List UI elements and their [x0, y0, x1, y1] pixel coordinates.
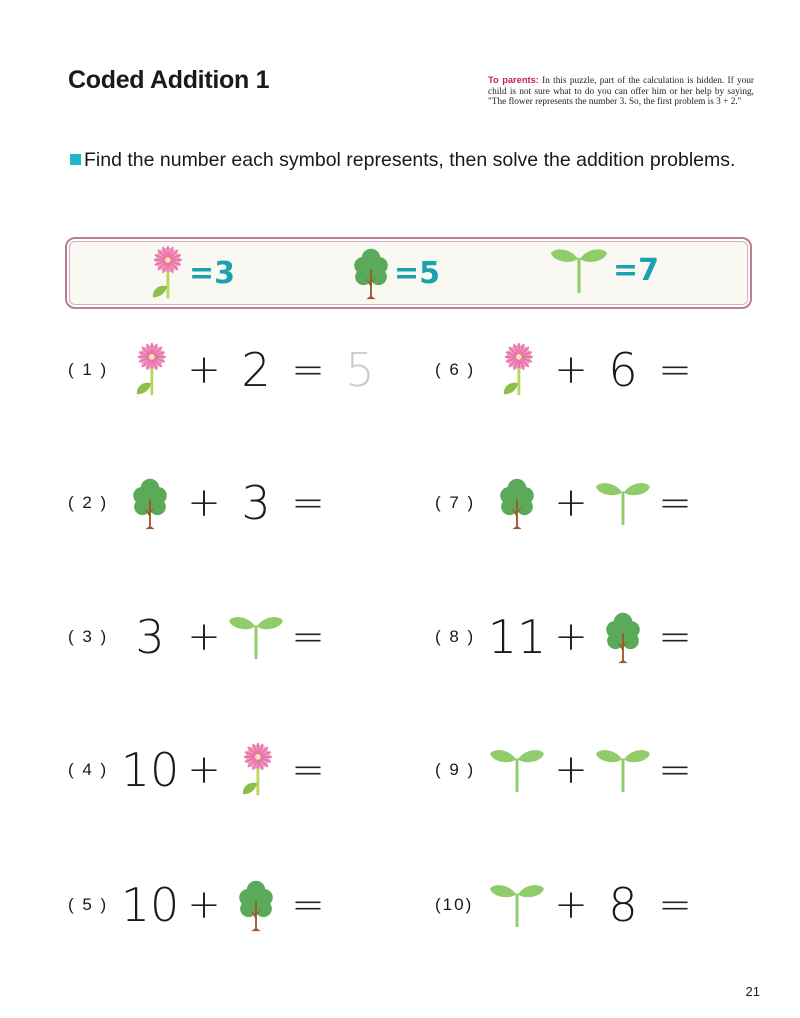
problem-7	[435, 473, 755, 533]
problem-label: ( 6 )	[435, 360, 476, 379]
problem-label: (10)	[435, 895, 474, 914]
equals-sign: =	[658, 747, 692, 793]
flower-icon	[131, 342, 169, 398]
equals-sign: =	[658, 882, 692, 928]
instruction-text: Find the number each symbol represents, then solve the addition problems.	[84, 149, 736, 171]
problem-label: ( 4 )	[68, 760, 109, 779]
problem-5	[68, 875, 388, 935]
plus-sign: +	[187, 347, 221, 393]
equals-sign: =	[291, 747, 325, 793]
tree-icon	[131, 475, 169, 531]
tree-icon	[604, 609, 642, 665]
parents-note	[488, 75, 754, 108]
sprout-icon	[227, 613, 285, 661]
sprout-icon	[594, 746, 652, 794]
answer-field[interactable]	[697, 340, 757, 400]
number: 2	[241, 343, 271, 397]
problem-3	[68, 607, 388, 667]
flower-icon	[237, 742, 275, 798]
equals-sign: =	[291, 614, 325, 660]
equals-sign: =	[291, 347, 325, 393]
equals-sign: =	[658, 614, 692, 660]
key-value: =3	[189, 255, 236, 291]
problem-label: ( 5 )	[68, 895, 109, 914]
problem-label: ( 7 )	[435, 493, 476, 512]
number: 8	[608, 878, 638, 932]
key-value: =7	[613, 252, 660, 288]
problem-1	[68, 340, 388, 400]
plus-sign: +	[187, 614, 221, 660]
problem-label: ( 3 )	[68, 627, 109, 646]
sprout-icon	[591, 473, 655, 533]
number: 3	[135, 610, 165, 664]
equals-sign: =	[658, 347, 692, 393]
problem-10	[435, 875, 755, 935]
equals-sign: =	[291, 882, 325, 928]
flower-icon	[118, 340, 182, 400]
equals-sign: =	[658, 480, 692, 526]
problem-8	[435, 607, 755, 667]
flower-icon	[147, 245, 185, 301]
number: 11	[487, 610, 547, 664]
sprout-icon	[485, 875, 549, 935]
tree-icon	[485, 473, 549, 533]
sprout-icon	[488, 881, 546, 929]
plus-sign: +	[554, 882, 588, 928]
symbol-key	[65, 237, 752, 309]
number: 3	[241, 476, 271, 530]
plus-sign: +	[187, 882, 221, 928]
equals-sign: =	[291, 480, 325, 526]
tree-icon	[352, 245, 390, 301]
answer-field[interactable]	[697, 473, 757, 533]
problem-label: ( 9 )	[435, 760, 476, 779]
sprout-icon	[488, 746, 546, 794]
problem-label: ( 1 )	[68, 360, 109, 379]
problem-9	[435, 740, 755, 800]
answer-field[interactable]	[697, 875, 757, 935]
answer-field[interactable]	[697, 740, 757, 800]
problem-2	[68, 473, 388, 533]
sprout-icon	[485, 740, 549, 800]
key-tree	[352, 245, 440, 301]
flower-icon	[485, 340, 549, 400]
tree-icon	[224, 875, 288, 935]
answer-field[interactable]	[330, 740, 390, 800]
sprout-icon	[549, 245, 609, 295]
key-value: =5	[394, 255, 441, 291]
sprout-icon	[224, 607, 288, 667]
sprout-icon	[594, 479, 652, 527]
key-flower	[147, 245, 235, 301]
plus-sign: +	[554, 747, 588, 793]
plus-sign: +	[554, 614, 588, 660]
problem-4	[68, 740, 388, 800]
tree-icon	[498, 475, 536, 531]
answer-field[interactable]	[330, 875, 390, 935]
bullet-square-icon	[70, 154, 81, 165]
answer-field[interactable]	[330, 607, 390, 667]
answer-field[interactable]	[330, 473, 390, 533]
plus-sign: +	[554, 480, 588, 526]
problem-label: ( 2 )	[68, 493, 109, 512]
answer-field[interactable]	[697, 607, 757, 667]
flower-icon	[498, 342, 536, 398]
tree-icon	[237, 877, 275, 933]
number: 6	[608, 343, 638, 397]
number: 10	[120, 743, 180, 797]
plus-sign: +	[554, 347, 588, 393]
instruction	[70, 149, 750, 172]
tree-icon	[591, 607, 655, 667]
plus-sign: +	[187, 747, 221, 793]
key-sprout	[549, 245, 659, 295]
sprout-icon	[591, 740, 655, 800]
problem-label: ( 8 )	[435, 627, 476, 646]
problem-6	[435, 340, 755, 400]
flower-icon	[224, 740, 288, 800]
note-text: In this puzzle, part of the calculation is hidden. If your child is not sure what to do you can offer him or her help by saying, "The flower represents the number 3. So, the first problem is 3 + 2."	[488, 76, 754, 107]
note-label: To parents:	[488, 75, 539, 85]
answer-field[interactable]: 5	[345, 343, 375, 397]
number: 10	[120, 878, 180, 932]
page-title: Coded Addition 1	[68, 66, 270, 94]
plus-sign: +	[187, 480, 221, 526]
tree-icon	[118, 473, 182, 533]
page-number: 21	[745, 984, 760, 999]
